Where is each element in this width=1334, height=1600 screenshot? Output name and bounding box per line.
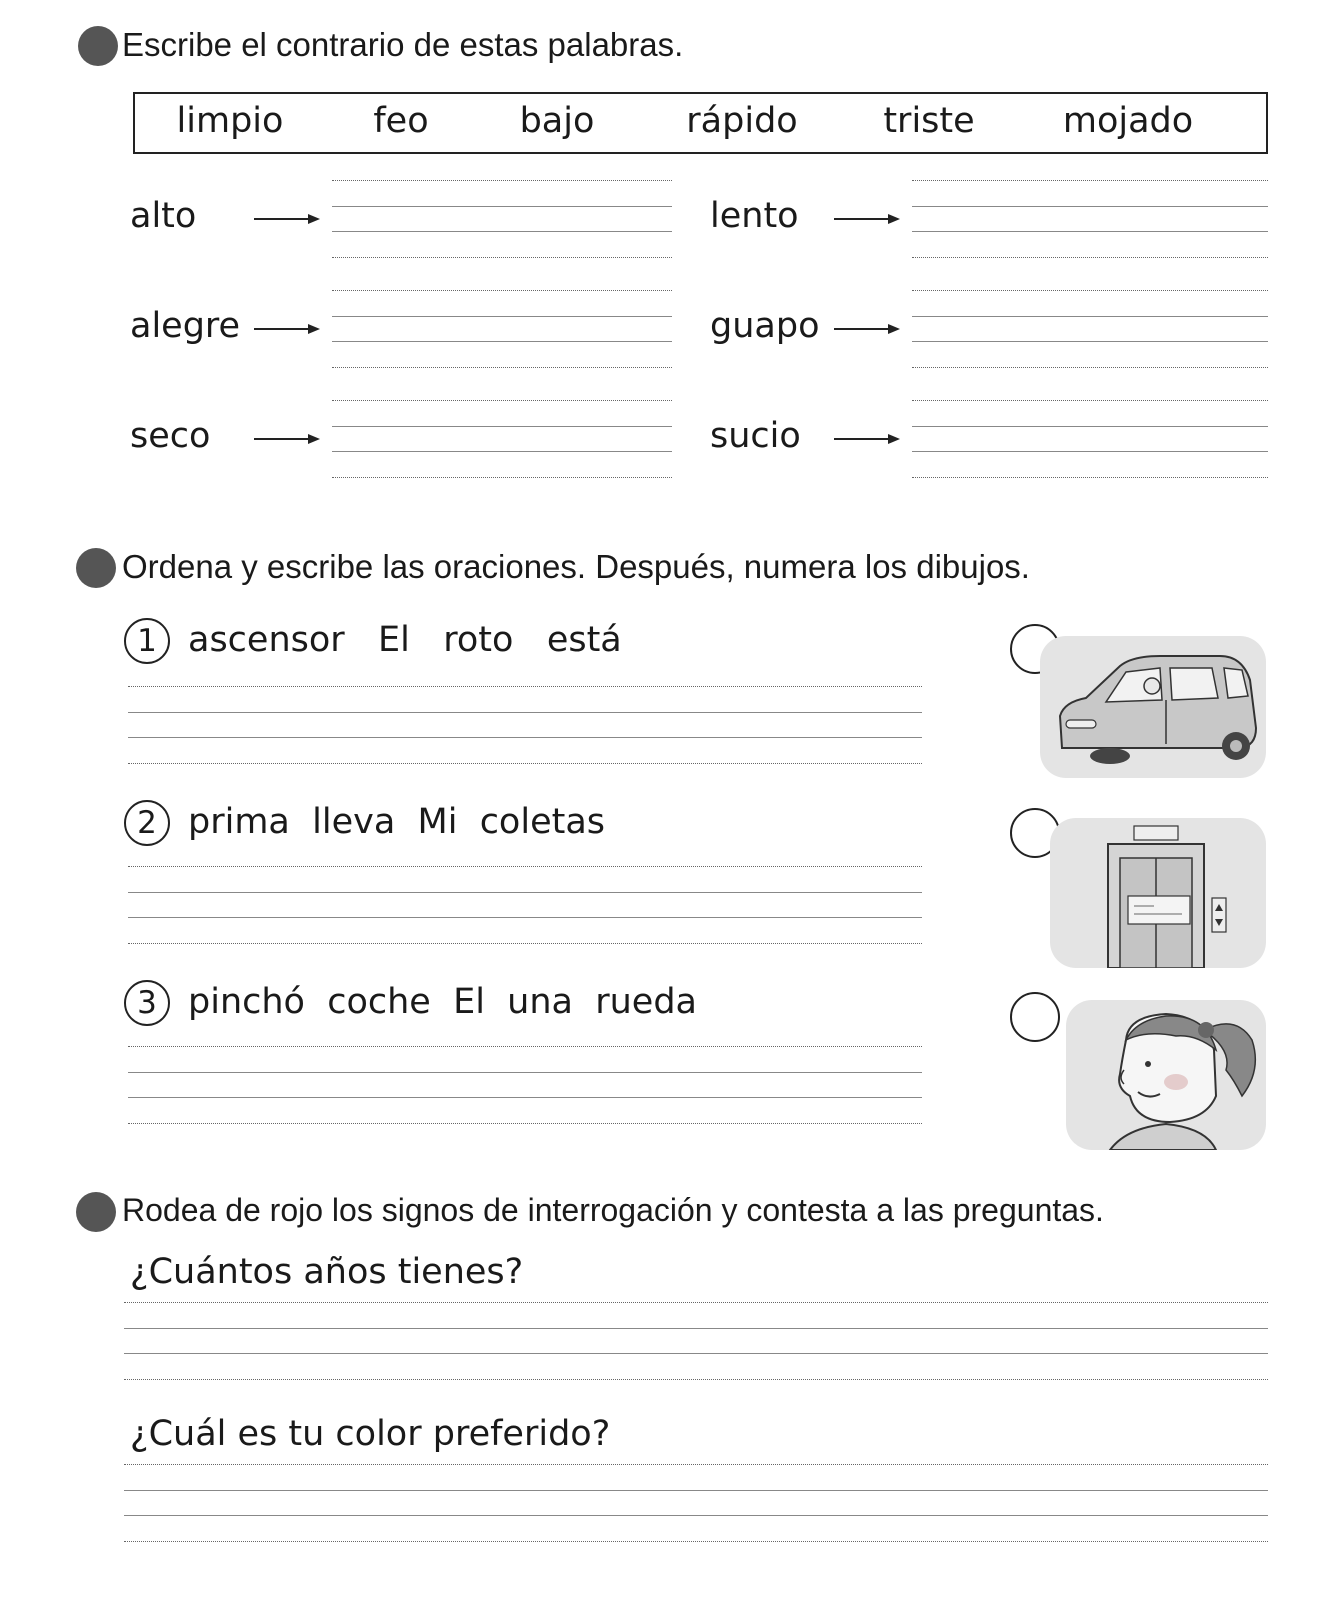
- car-icon: [1040, 636, 1266, 778]
- exercise-1-instruction: Escribe el contrario de estas palabras.: [122, 26, 684, 63]
- opposite-word-right: guapo: [710, 306, 820, 346]
- exercise-3-instruction: Rodea de rojo los signos de interrogación y contesta a las preguntas.: [122, 1192, 1104, 1228]
- exercise-2-instruction: Ordena y escribe las oraciones. Después, numera los dibujos.: [122, 548, 1030, 585]
- arrow-right-icon: [254, 212, 320, 226]
- girl-ponytail-picture: [1066, 1000, 1266, 1150]
- writing-lines[interactable]: [128, 856, 922, 976]
- exercise-3-bullet: [76, 1192, 116, 1232]
- car-flat-tire-picture: [1040, 636, 1266, 778]
- writing-lines[interactable]: [332, 280, 672, 400]
- opposite-word-left: alto: [130, 196, 197, 236]
- arrow-right-icon: [834, 212, 900, 226]
- writing-lines[interactable]: [912, 280, 1268, 400]
- writing-lines[interactable]: [128, 1036, 922, 1156]
- word-bank-item: feo: [373, 101, 429, 141]
- writing-lines[interactable]: [332, 170, 672, 290]
- writing-lines[interactable]: [332, 390, 672, 510]
- opposite-word-left: seco: [130, 416, 211, 456]
- opposite-word-left: alegre: [130, 306, 241, 346]
- question-text: ¿Cuántos años tienes?: [130, 1252, 524, 1292]
- question-text: ¿Cuál es tu color preferido?: [130, 1414, 611, 1454]
- sentence-number-badge: 3: [124, 980, 170, 1026]
- word-bank-item: rápido: [686, 101, 798, 141]
- picture-number-circle[interactable]: [1010, 992, 1060, 1042]
- arrow-right-icon: [834, 432, 900, 446]
- word-bank-item: limpio: [176, 101, 284, 141]
- word-bank-item: mojado: [1062, 101, 1194, 141]
- scrambled-sentence: pinchó coche El una rueda: [188, 982, 698, 1022]
- exercise-1-bullet: [78, 26, 118, 66]
- arrow-right-icon: [834, 322, 900, 336]
- word-bank-item: triste: [883, 101, 975, 141]
- exercise-2-bullet: [76, 548, 116, 588]
- writing-lines[interactable]: [912, 390, 1268, 510]
- answer-lines[interactable]: [124, 1292, 1268, 1412]
- writing-lines[interactable]: [912, 170, 1268, 290]
- elevator-icon: [1050, 818, 1266, 968]
- writing-lines[interactable]: [128, 676, 922, 796]
- word-bank-item: bajo: [519, 101, 595, 141]
- girl-icon: [1066, 1000, 1266, 1150]
- arrow-right-icon: [254, 432, 320, 446]
- answer-lines[interactable]: [124, 1454, 1268, 1574]
- sentence-number-badge: 2: [124, 800, 170, 846]
- arrow-right-icon: [254, 322, 320, 336]
- opposite-word-right: lento: [710, 196, 799, 236]
- elevator-picture: [1050, 818, 1266, 968]
- sentence-number-badge: 1: [124, 618, 170, 664]
- opposite-word-right: sucio: [710, 416, 801, 456]
- scrambled-sentence: ascensor El roto está: [188, 620, 622, 660]
- scrambled-sentence: prima lleva Mi coletas: [188, 802, 606, 842]
